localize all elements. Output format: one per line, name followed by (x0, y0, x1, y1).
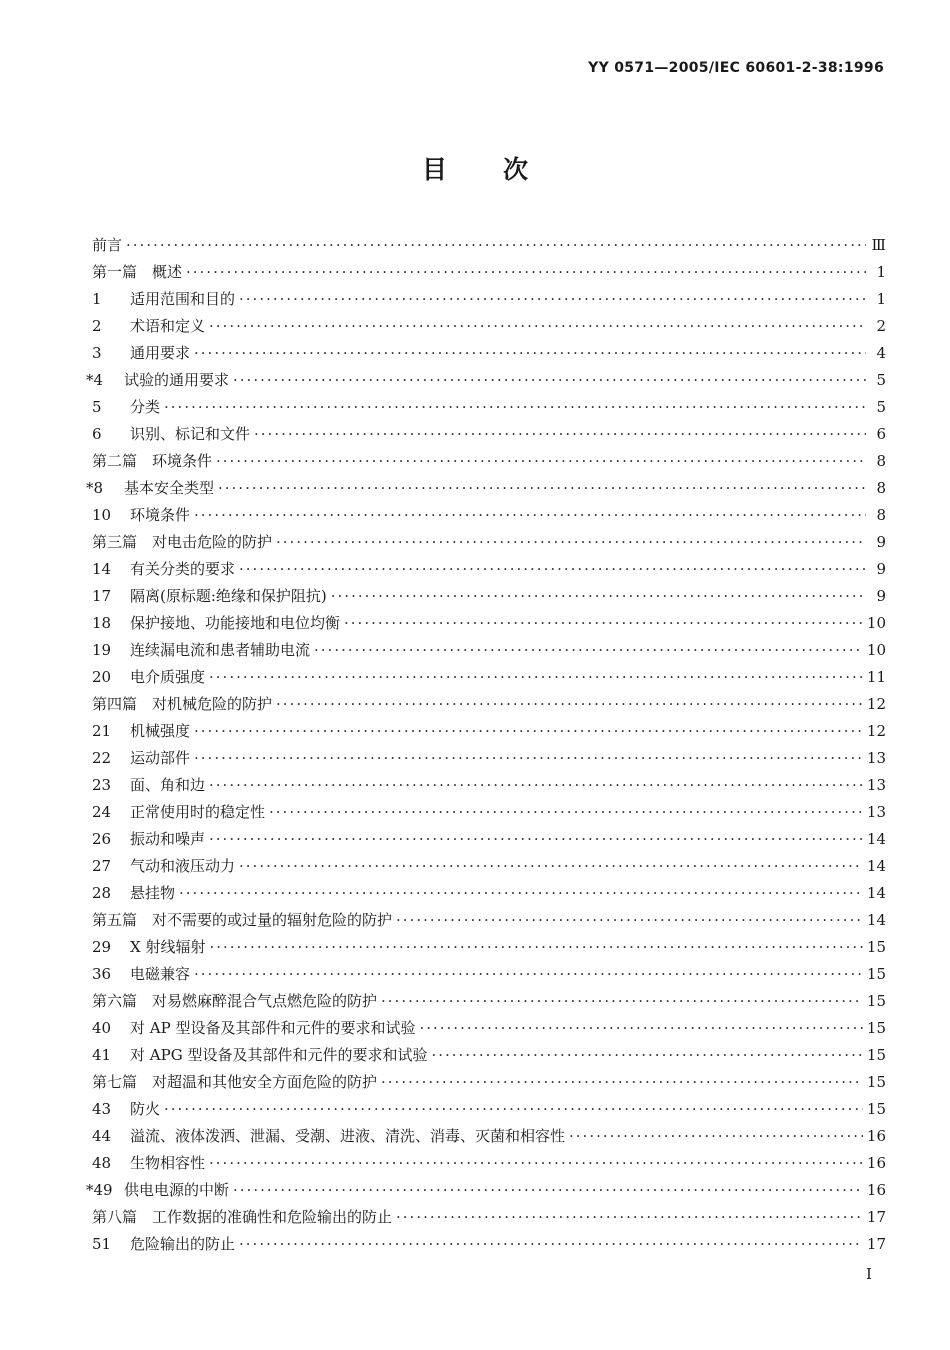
toc-dot-leader (194, 961, 863, 988)
toc-entry-number: 28 (92, 884, 112, 902)
toc-entry[interactable] (92, 610, 886, 637)
toc-dot-leader (396, 907, 863, 934)
toc-entry-label: 悬挂物 (130, 884, 176, 902)
page-title-char-2: 次 (503, 155, 529, 184)
toc-entry-number: 3 (92, 344, 102, 362)
standard-number: YY 0571—2005/IEC 60601-2-38:1996 (588, 60, 884, 76)
toc-entry[interactable] (92, 1015, 886, 1042)
toc-dot-leader (209, 934, 862, 961)
toc-dot-leader (331, 583, 866, 610)
toc-entry-number: 17 (92, 587, 112, 605)
toc-entry-page: 6 (876, 425, 886, 443)
toc-entry-number: 51 (92, 1235, 112, 1253)
toc-entry[interactable] (92, 1096, 886, 1123)
toc-entry-label: 电磁兼容 (130, 965, 191, 983)
toc-entry-number: 5 (92, 398, 102, 416)
toc-entry-label: 隔离(原标题:绝缘和保护阻抗) (130, 587, 327, 605)
toc-entry[interactable] (92, 853, 886, 880)
toc-entry[interactable] (92, 1204, 886, 1231)
toc-dot-leader (314, 637, 863, 664)
toc-entry-number: 21 (92, 722, 112, 740)
toc-dot-leader (239, 1231, 863, 1258)
toc-dot-leader (269, 799, 863, 826)
toc-entry-page: 15 (866, 1073, 886, 1091)
toc-entry-page: 12 (866, 722, 886, 740)
toc-entry[interactable] (92, 961, 886, 988)
toc-entry-label: 通用要求 (130, 344, 191, 362)
toc-entry-number: 43 (92, 1100, 112, 1118)
toc-entry-number: 40 (92, 1019, 112, 1037)
toc-entry[interactable] (92, 583, 886, 610)
toc-entry-number: 18 (92, 614, 112, 632)
toc-entry-page: Ⅲ (871, 236, 886, 254)
toc-dot-leader (164, 1096, 863, 1123)
toc-entry-number: 2 (92, 317, 102, 335)
toc-dot-leader (209, 772, 863, 799)
toc-entry[interactable] (92, 718, 886, 745)
toc-dot-leader (431, 1042, 862, 1069)
toc-entry[interactable] (92, 799, 886, 826)
toc-entry-page: 2 (876, 317, 886, 335)
toc-entry[interactable] (92, 907, 886, 934)
toc-entry[interactable] (92, 340, 886, 367)
toc-entry[interactable] (92, 826, 886, 853)
toc-dot-leader (233, 367, 866, 394)
toc-dot-leader (344, 610, 863, 637)
toc-entry-page: 12 (866, 695, 886, 713)
toc-entry-label: 对 AP 型设备及其部件和元件的要求和试验 (130, 1019, 416, 1037)
toc-entry-label: 防火 (130, 1100, 161, 1118)
toc-entry[interactable] (92, 448, 886, 475)
toc-entry[interactable] (92, 1042, 886, 1069)
toc-entry[interactable] (92, 1150, 886, 1177)
toc-entry-page: 5 (876, 371, 886, 389)
toc-entry-page: 1 (876, 263, 886, 281)
toc-entry-page: 16 (866, 1127, 886, 1145)
toc-entry-label: 振动和噪声 (130, 830, 206, 848)
toc-dot-leader (569, 1123, 863, 1150)
toc-entry-page: 8 (876, 452, 886, 470)
toc-dot-leader (239, 286, 866, 313)
toc-entry-label: 保护接地、功能接地和电位均衡 (130, 614, 341, 632)
toc-entry-number: 29 (92, 938, 112, 956)
toc-entry-number: 14 (92, 560, 112, 578)
toc-dot-leader (194, 745, 863, 772)
toc-entry[interactable] (92, 313, 886, 340)
toc-entry-page: 1 (876, 290, 886, 308)
toc-entry-label: 识别、标记和文件 (130, 425, 251, 443)
toc-entry-label: 术语和定义 (130, 317, 206, 335)
toc-entry-page: 17 (866, 1235, 886, 1253)
toc-entry[interactable] (92, 502, 886, 529)
toc-entry-page: 10 (866, 641, 886, 659)
toc-entry[interactable] (92, 1231, 886, 1258)
toc-entry-label: 对 APG 型设备及其部件和元件的要求和试验 (130, 1046, 428, 1064)
toc-entry[interactable] (92, 637, 886, 664)
toc-entry-page: 15 (866, 965, 886, 983)
toc-dot-leader (381, 1069, 863, 1096)
toc-entry[interactable] (92, 1069, 886, 1096)
toc-dot-leader (216, 448, 866, 475)
toc-dot-leader (194, 718, 863, 745)
toc-entry-label: 有关分类的要求 (130, 560, 236, 578)
toc-entry-page: 17 (866, 1208, 886, 1226)
toc-entry-label: 分类 (130, 398, 161, 416)
toc-entry[interactable] (92, 745, 886, 772)
toc-entry-label: 第七篇 对超温和其他安全方面危险的防护 (92, 1073, 378, 1091)
toc-dot-leader (239, 556, 866, 583)
toc-entry-label: 第二篇 环境条件 (92, 452, 213, 470)
toc-entry-number: 1 (92, 290, 102, 308)
toc-entry-label: 第八篇 工作数据的准确性和危险输出的防止 (92, 1208, 393, 1226)
toc-entry-page: 14 (866, 911, 886, 929)
toc-entry-page: 13 (866, 803, 886, 821)
toc-entry-label: 适用范围和目的 (130, 290, 236, 308)
toc-entry[interactable] (92, 664, 886, 691)
toc-entry[interactable] (86, 475, 886, 502)
toc-entry-number: 22 (92, 749, 112, 767)
toc-entry-label: 危险输出的防止 (130, 1235, 236, 1253)
toc-dot-leader (186, 259, 866, 286)
toc-dot-leader (239, 853, 863, 880)
toc-entry-page: 10 (866, 614, 886, 632)
toc-entry[interactable] (92, 286, 886, 313)
toc-entry-page: 16 (866, 1181, 886, 1199)
toc-entry-label: 试验的通用要求 (124, 371, 230, 389)
toc-dot-leader (209, 1150, 863, 1177)
toc-entry[interactable] (92, 232, 886, 259)
toc-entry-page: 9 (876, 533, 886, 551)
toc-entry-label: 第一篇 概述 (92, 263, 183, 281)
toc-dot-leader (209, 313, 866, 340)
toc-entry[interactable] (92, 394, 886, 421)
toc-dot-leader (233, 1177, 863, 1204)
toc-dot-leader (194, 340, 866, 367)
page-title (0, 150, 950, 186)
toc-entry[interactable] (92, 1123, 886, 1150)
toc-entry-label: 供电电源的中断 (124, 1181, 230, 1199)
toc-entry-number: 20 (92, 668, 112, 686)
toc-dot-leader (209, 826, 863, 853)
toc-entry-number: 48 (92, 1154, 112, 1172)
toc-entry-page: 14 (866, 857, 886, 875)
toc-entry-label: 第四篇 对机械危险的防护 (92, 695, 273, 713)
toc-entry-label: 正常使用时的稳定性 (130, 803, 266, 821)
toc-entry-page: 15 (866, 1046, 886, 1064)
toc-entry-label: 第五篇 对不需要的或过量的辐射危险的防护 (92, 911, 393, 929)
toc-dot-leader (419, 1015, 862, 1042)
toc-entry[interactable] (92, 880, 886, 907)
toc-entry[interactable] (92, 691, 886, 718)
table-of-contents (86, 232, 886, 1258)
page-number: I (866, 1265, 872, 1283)
toc-dot-leader (254, 421, 866, 448)
toc-dot-leader (381, 988, 863, 1015)
toc-entry[interactable] (92, 529, 886, 556)
toc-entry-page: 8 (876, 506, 886, 524)
toc-entry-page: 15 (866, 938, 886, 956)
toc-entry-page: 13 (866, 749, 886, 767)
toc-dot-leader (209, 664, 863, 691)
toc-entry[interactable] (92, 934, 886, 961)
toc-dot-leader (218, 475, 866, 502)
toc-entry-label: 连续漏电流和患者辅助电流 (130, 641, 311, 659)
toc-entry-page: 5 (876, 398, 886, 416)
toc-entry-page: 8 (876, 479, 886, 497)
toc-entry-page: 4 (876, 344, 886, 362)
toc-entry[interactable] (92, 772, 886, 799)
toc-entry-label: 第三篇 对电击危险的防护 (92, 533, 273, 551)
toc-entry-page: 15 (866, 1019, 886, 1037)
toc-entry-page: 11 (866, 668, 886, 686)
toc-entry[interactable] (92, 556, 886, 583)
toc-dot-leader (276, 691, 863, 718)
page-title-char-1: 目 (421, 155, 447, 184)
toc-dot-leader (126, 232, 866, 259)
toc-entry-number: 26 (92, 830, 112, 848)
toc-dot-leader (276, 529, 866, 556)
toc-entry-number: 44 (92, 1127, 112, 1145)
toc-entry-page: 14 (866, 884, 886, 902)
toc-entry-number: *4 (86, 371, 104, 389)
toc-entry-label: 机械强度 (130, 722, 191, 740)
toc-entry-page: 9 (876, 587, 886, 605)
toc-entry-label: 第六篇 对易燃麻醉混合气点燃危险的防护 (92, 992, 378, 1010)
toc-entry-number: *8 (86, 479, 104, 497)
toc-entry-number: 41 (92, 1046, 112, 1064)
toc-entry-number: 24 (92, 803, 112, 821)
toc-entry-page: 15 (866, 1100, 886, 1118)
toc-entry-label: 环境条件 (130, 506, 191, 524)
toc-entry[interactable] (86, 1177, 886, 1204)
toc-entry-label: 面、角和边 (130, 776, 206, 794)
toc-entry-number: 19 (92, 641, 112, 659)
toc-entry-label: 生物相容性 (130, 1154, 206, 1172)
toc-entry-page: 16 (866, 1154, 886, 1172)
toc-entry-label: 电介质强度 (130, 668, 206, 686)
toc-entry-label: 基本安全类型 (124, 479, 215, 497)
toc-entry[interactable] (92, 988, 886, 1015)
toc-entry[interactable] (92, 259, 886, 286)
toc-entry-label: 前言 (92, 236, 123, 254)
toc-entry-page: 13 (866, 776, 886, 794)
toc-entry-number: 10 (92, 506, 112, 524)
toc-entry-page: 15 (866, 992, 886, 1010)
toc-entry[interactable] (86, 367, 886, 394)
toc-entry-number: 23 (92, 776, 112, 794)
toc-dot-leader (396, 1204, 863, 1231)
toc-dot-leader (179, 880, 863, 907)
toc-entry-page: 9 (876, 560, 886, 578)
toc-dot-leader (164, 394, 866, 421)
toc-entry-label: 运动部件 (130, 749, 191, 767)
toc-entry-number: 36 (92, 965, 112, 983)
toc-entry-label: 气动和液压动力 (130, 857, 236, 875)
toc-entry-page: 14 (866, 830, 886, 848)
toc-entry-number: *49 (86, 1181, 113, 1199)
toc-dot-leader (194, 502, 866, 529)
toc-entry-number: 6 (92, 425, 102, 443)
toc-entry[interactable] (92, 421, 886, 448)
toc-entry-number: 27 (92, 857, 112, 875)
toc-entry-label: 溢流、液体泼洒、泄漏、受潮、进液、清洗、消毒、灭菌和相容性 (130, 1127, 566, 1145)
toc-entry-label: X 射线辐射 (130, 938, 206, 956)
